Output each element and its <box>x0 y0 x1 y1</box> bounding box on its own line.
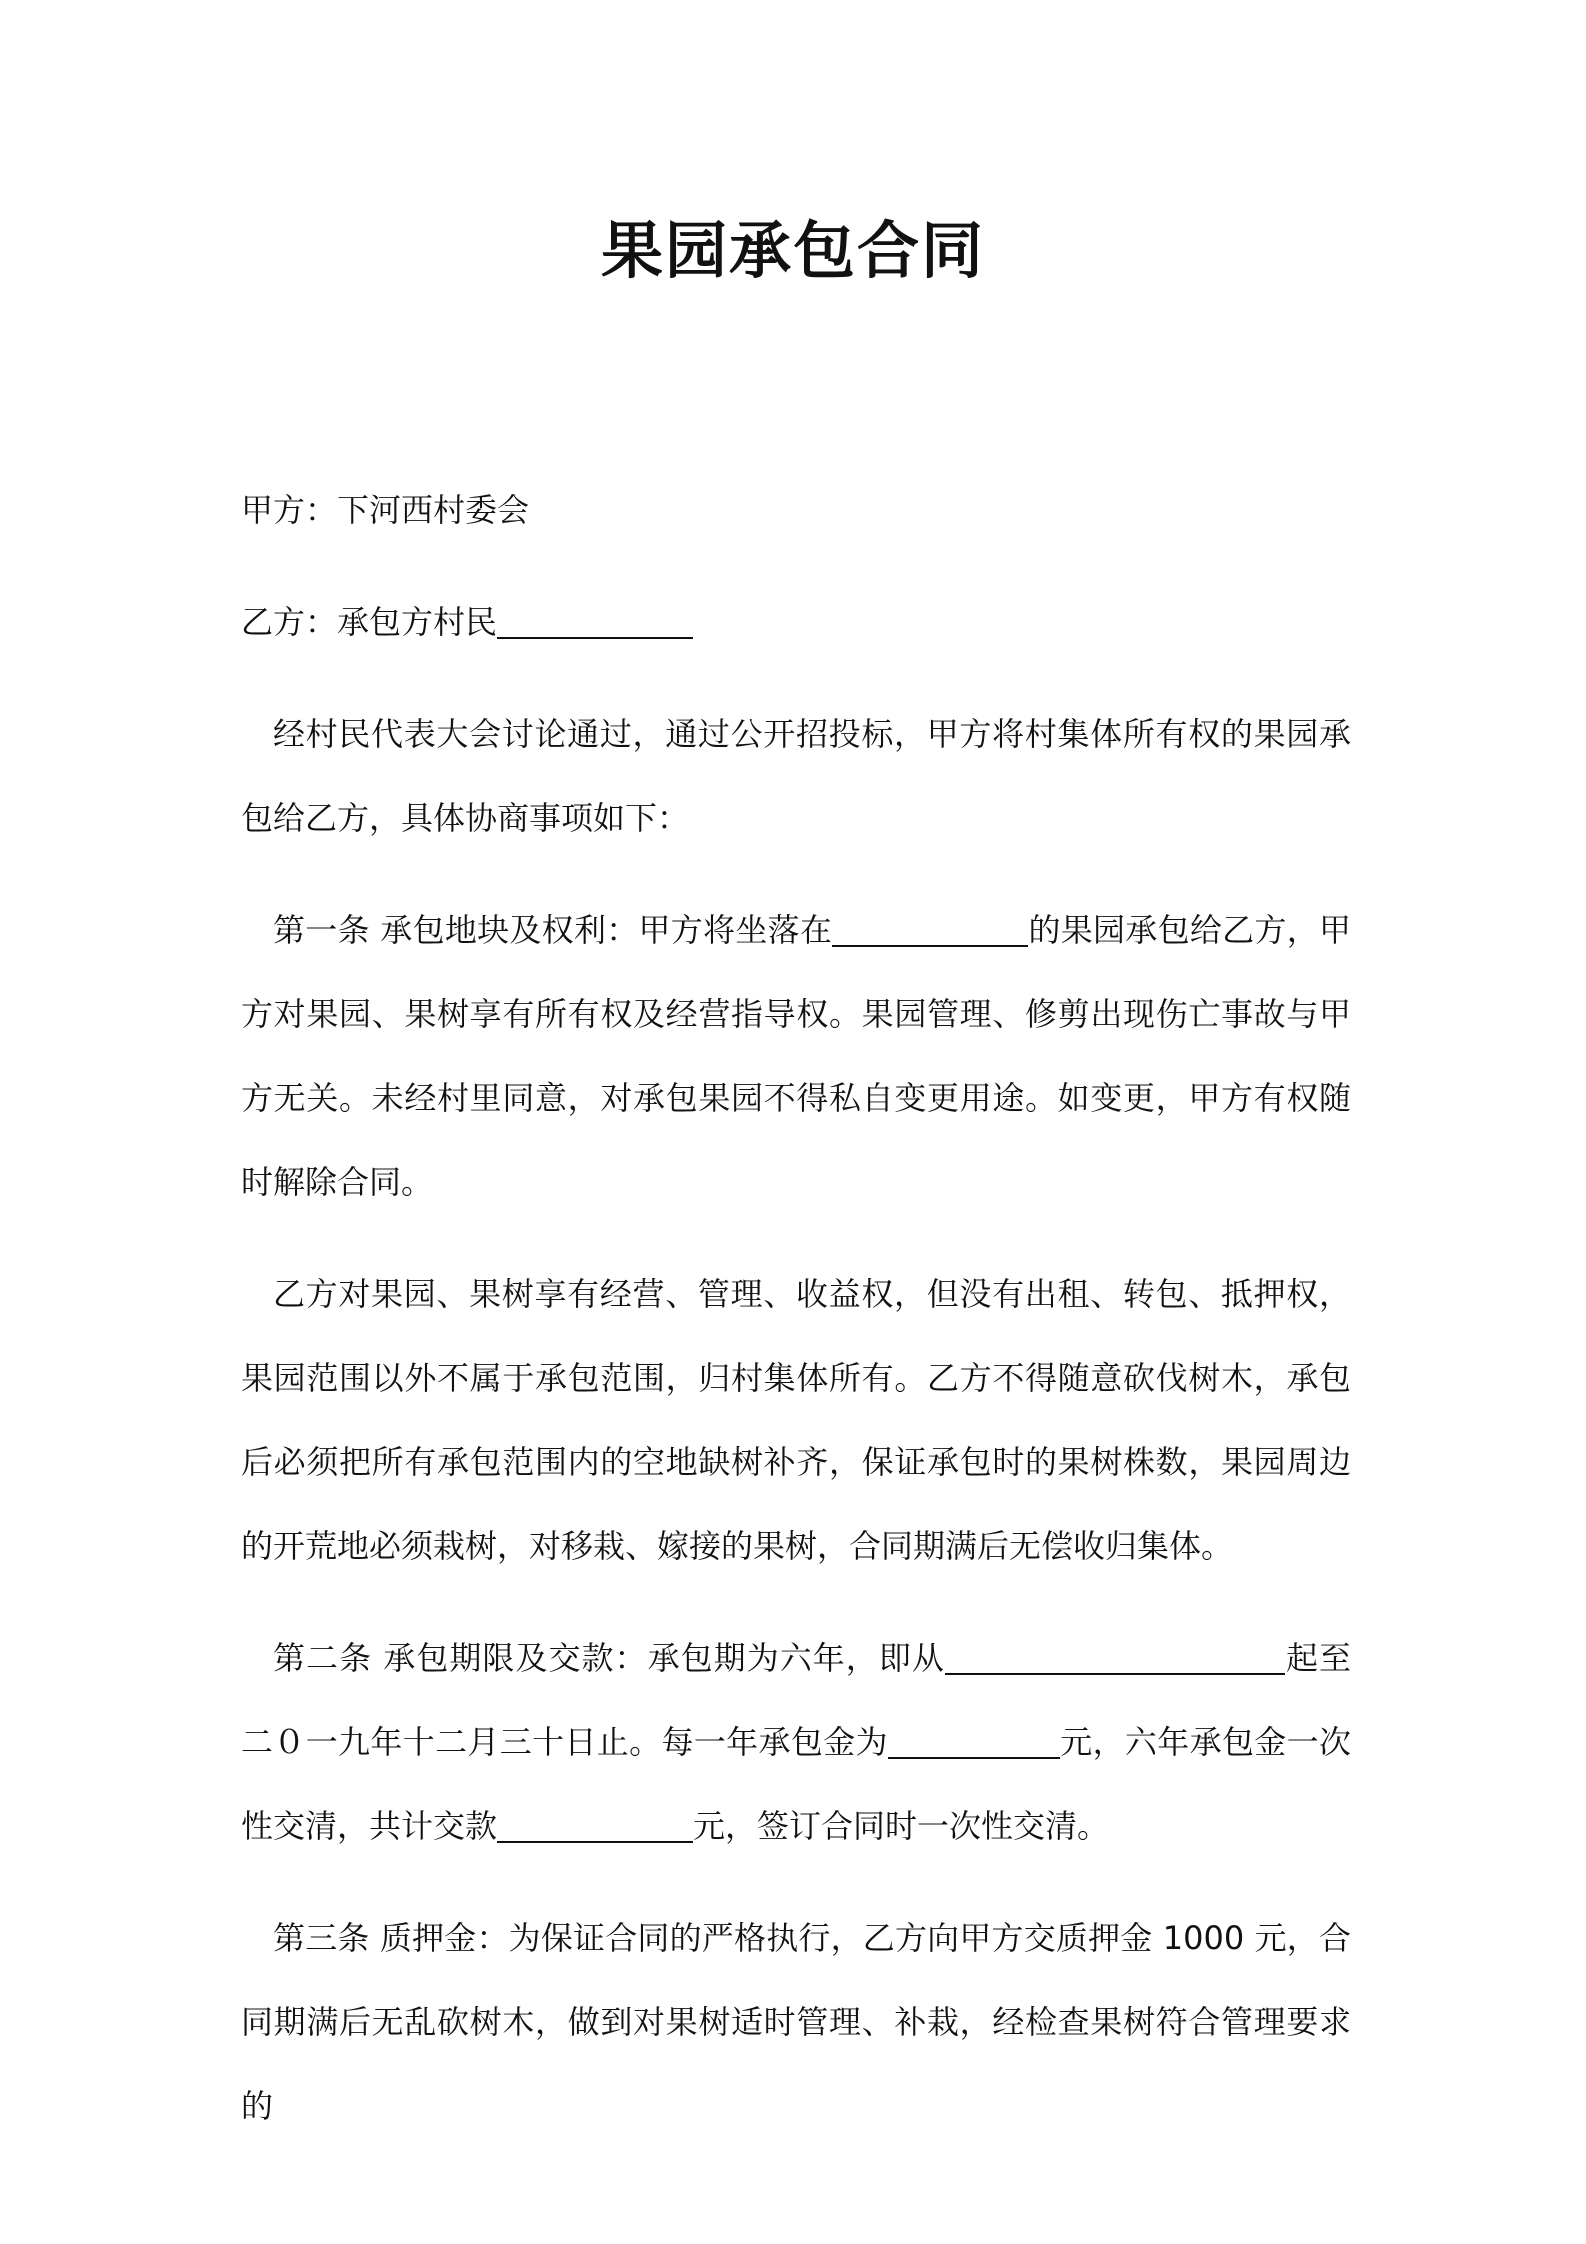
party-b-name-blank <box>497 607 693 639</box>
article-1-text-after-blank: 的果园承包给乙方，甲方对果园、果树享有所有权及经营指导权。果园管理、修剪出现伤亡事故与甲方无关。未经村里同意，对承包果园不得私自变更用途。如变更，甲方有权随时解除合同。 <box>241 911 1351 1201</box>
total-payment-blank <box>497 1811 693 1843</box>
party-a-line: 甲方：下河西村委会 <box>241 491 530 529</box>
document-title: 果园承包合同 <box>600 214 985 287</box>
orchard-location-blank <box>832 915 1028 947</box>
article-1-text-before-blank: 第一条 承包地块及权利：甲方将坐落在 <box>273 911 833 949</box>
article-2-text-1: 第二条 承包期限及交款：承包期为六年，即从 <box>273 1639 945 1677</box>
start-date-blank <box>945 1643 1285 1675</box>
article-2-paragraph <box>241 1616 1351 1868</box>
article-1-paragraph-2: 乙方对果园、果树享有经营、管理、收益权，但没有出租、转包、抵押权，果园范围以外不属于承包范围，归村集体所有。乙方不得随意砍伐树木，承包后必须把所有承包范围内的空地缺树补齐，保证承包时的果树株数，果园周边的开荒地必须栽树，对移栽、嫁接的果树，合同期满后无偿收归集体。 <box>241 1275 1351 1565</box>
annual-fee-blank <box>888 1727 1060 1759</box>
article-2-text-3: 元，六年承包金一次性交清，共计交款 <box>241 1723 1351 1845</box>
article-2-text-4: 元，签订合同时一次性交清。 <box>693 1807 1110 1845</box>
article-2-text-2: 起至二０一九年十二月三十日止。每一年承包金为 <box>241 1639 1351 1761</box>
article-1-paragraph-1 <box>241 888 1351 1224</box>
intro-paragraph: 经村民代表大会讨论通过，通过公开招投标，甲方将村集体所有权的果园承包给乙方，具体协商事项如下： <box>241 715 1351 837</box>
document-body <box>241 468 1351 2176</box>
article-3-paragraph: 第三条 质押金：为保证合同的严格执行，乙方向甲方交质押金 1000 元，合同期满后无乱砍树木，做到对果树适时管理、补栽，经检查果树符合管理要求的 <box>241 1919 1351 2125</box>
party-b-line <box>241 580 1351 664</box>
party-b-label: 乙方：承包方村民 <box>241 603 498 641</box>
